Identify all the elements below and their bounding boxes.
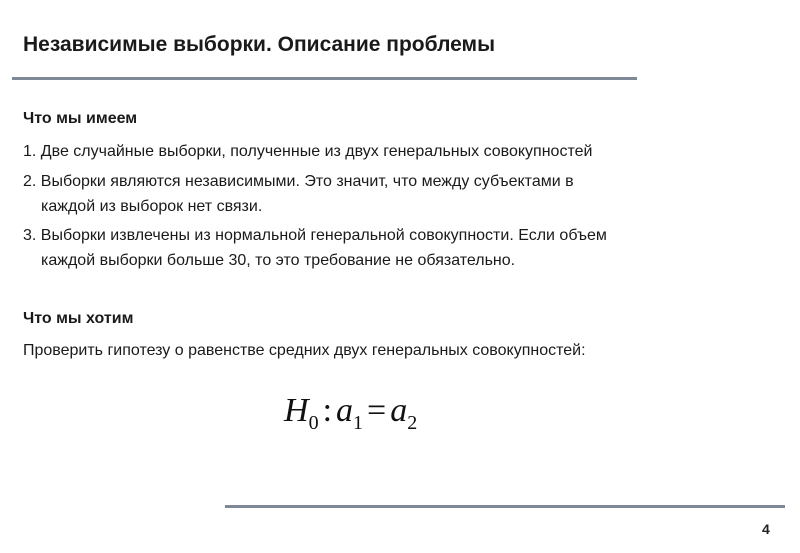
slide-title: Независимые выборки. Описание проблемы [23,33,496,56]
formula-h: H [284,392,309,429]
formula-a1: a [336,392,354,429]
formula-equals: = [367,392,387,429]
hypothesis-formula [284,392,417,435]
have-item-3-line1: 3. Выборки извлечены из нормальной генеральной совокупности. Если объем [23,227,607,244]
formula-a2-sub: 2 [407,412,418,434]
have-heading: Что мы имеем [23,110,138,127]
have-item-1 [23,139,592,164]
formula-h-sub: 0 [308,412,319,434]
formula-a1-sub: 1 [353,412,364,434]
title-divider [12,77,637,80]
have-item-2 [23,169,574,219]
have-item-2-line2: каждой из выборок нет связи. [41,198,263,215]
have-item-1-text: 1. Две случайные выборки, полученные из двух генеральных совокупностей [23,143,593,160]
have-item-3-line2: каждой выборки больше 30, то это требование не обязательно. [41,252,516,269]
footer-divider [225,505,785,508]
have-item-2-line1: 2. Выборки являются независимыми. Это значит, что между субъектами в [23,173,574,190]
want-text: Проверить гипотезу о равенстве средних двух генеральных совокупностей: [23,342,586,359]
formula-colon: : [322,392,333,429]
want-heading: Что мы хотим [23,310,134,327]
have-item-3 [23,223,607,273]
page-number: 4 [762,521,770,537]
formula-a2: a [390,392,408,429]
